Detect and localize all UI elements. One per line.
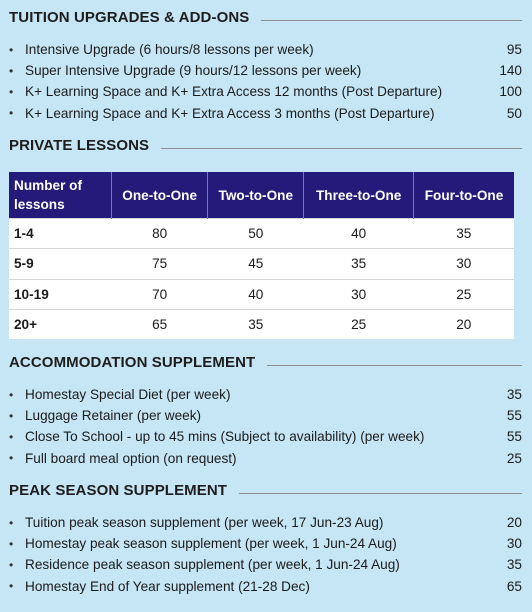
section-title: PEAK SEASON SUPPLEMENT <box>9 481 228 499</box>
accommodation-section <box>9 351 522 469</box>
private-lessons-section <box>9 134 522 156</box>
private-header <box>9 134 522 156</box>
item-price: 55 <box>506 429 522 445</box>
section-divider <box>239 493 522 494</box>
table-cell: 40 <box>304 219 414 249</box>
item-label: Luggage Retainer (per week) <box>25 408 202 424</box>
item-label: Intensive Upgrade (6 hours/8 lessons per week) <box>25 42 314 58</box>
item-price: 55 <box>506 408 522 424</box>
table-row <box>9 219 514 249</box>
bullet-icon: • <box>9 429 14 444</box>
item-price: 20 <box>506 515 522 531</box>
section-divider <box>161 148 522 149</box>
item-label: Homestay Special Diet (per week) <box>25 387 231 403</box>
table-row <box>9 279 514 309</box>
item-price: 140 <box>499 63 522 79</box>
table-cell: 30 <box>414 249 514 279</box>
list-item <box>9 554 522 575</box>
list-item <box>9 426 522 447</box>
section-title: TUITION UPGRADES & ADD-ONS <box>9 8 250 26</box>
item-label: Residence peak season supplement (per week, 1 Jun-24 Aug) <box>25 557 400 573</box>
table-cell: 75 <box>112 249 208 279</box>
list-item <box>9 39 522 60</box>
item-price: 65 <box>506 578 522 594</box>
bullet-icon: • <box>9 63 14 78</box>
table-cell: 35 <box>208 309 304 339</box>
item-price: 30 <box>506 536 522 552</box>
peak-season-section <box>9 479 522 597</box>
item-price: 35 <box>506 387 522 403</box>
table-cell: 40 <box>208 279 304 309</box>
column-header: One-to-One <box>112 172 208 219</box>
bullet-icon: • <box>9 579 14 594</box>
item-label: Close To School - up to 45 mins (Subject to availability) (per week) <box>25 429 425 445</box>
table-cell: 25 <box>304 309 414 339</box>
item-price: 95 <box>506 42 522 58</box>
table-cell: 25 <box>414 279 514 309</box>
column-header: Two-to-One <box>208 172 304 219</box>
table-cell: 1-4 <box>9 219 112 249</box>
bullet-icon: • <box>9 408 14 423</box>
bullet-icon: • <box>9 451 14 466</box>
tuition-section <box>9 6 522 124</box>
bullet-icon: • <box>9 42 14 57</box>
item-label: Tuition peak season supplement (per week, 17 Jun-23 Aug) <box>25 515 384 531</box>
list-item <box>9 103 522 124</box>
list-item <box>9 60 522 81</box>
accommodation-list <box>9 384 522 469</box>
section-title: ACCOMMODATION SUPPLEMENT <box>9 353 256 371</box>
table-cell: 80 <box>112 219 208 249</box>
item-label: Homestay End of Year supplement (21-28 Dec) <box>25 578 310 594</box>
section-divider <box>267 365 522 366</box>
list-item <box>9 384 522 405</box>
table-cell: 35 <box>414 219 514 249</box>
list-item <box>9 81 522 102</box>
list-item <box>9 448 522 469</box>
table-cell: 20 <box>414 309 514 339</box>
table-header-row <box>9 172 514 219</box>
section-title: PRIVATE LESSONS <box>9 136 150 154</box>
item-price: 35 <box>506 557 522 573</box>
item-label: K+ Learning Space and K+ Extra Access 3 months (Post Departure) <box>25 105 435 121</box>
list-item <box>9 405 522 426</box>
column-header: Three-to-One <box>304 172 414 219</box>
column-header: Four-to-One <box>414 172 514 219</box>
bullet-icon: • <box>9 557 14 572</box>
list-item <box>9 512 522 533</box>
table-cell: 45 <box>208 249 304 279</box>
peak-list <box>9 512 522 597</box>
table-cell: 20+ <box>9 309 112 339</box>
column-header: Number of lessons <box>9 172 112 219</box>
list-item <box>9 533 522 554</box>
table-cell: 70 <box>112 279 208 309</box>
item-price: 50 <box>506 105 522 121</box>
private-lessons-table <box>9 172 514 339</box>
bullet-icon: • <box>9 387 14 402</box>
item-label: K+ Learning Space and K+ Extra Access 12 months (Post Departure) <box>25 84 443 100</box>
table-cell: 50 <box>208 219 304 249</box>
table-row <box>9 249 514 279</box>
table-cell: 10-19 <box>9 279 112 309</box>
bullet-icon: • <box>9 515 14 530</box>
item-label: Full board meal option (on request) <box>25 450 237 466</box>
table-row <box>9 309 514 339</box>
item-label: Homestay peak season supplement (per week, 1 Jun-24 Aug) <box>25 536 397 552</box>
tuition-header <box>9 6 522 28</box>
item-price: 100 <box>499 84 522 100</box>
table-cell: 5-9 <box>9 249 112 279</box>
bullet-icon: • <box>9 536 14 551</box>
table-cell: 65 <box>112 309 208 339</box>
peak-header <box>9 479 522 501</box>
table-cell: 30 <box>304 279 414 309</box>
bullet-icon: • <box>9 106 14 121</box>
item-label: Super Intensive Upgrade (9 hours/12 lessons per week) <box>25 63 362 79</box>
item-price: 25 <box>506 450 522 466</box>
accommodation-header <box>9 351 522 373</box>
tuition-list <box>9 39 522 124</box>
section-divider <box>261 20 522 21</box>
table-cell: 35 <box>304 249 414 279</box>
bullet-icon: • <box>9 84 14 99</box>
list-item <box>9 576 522 597</box>
